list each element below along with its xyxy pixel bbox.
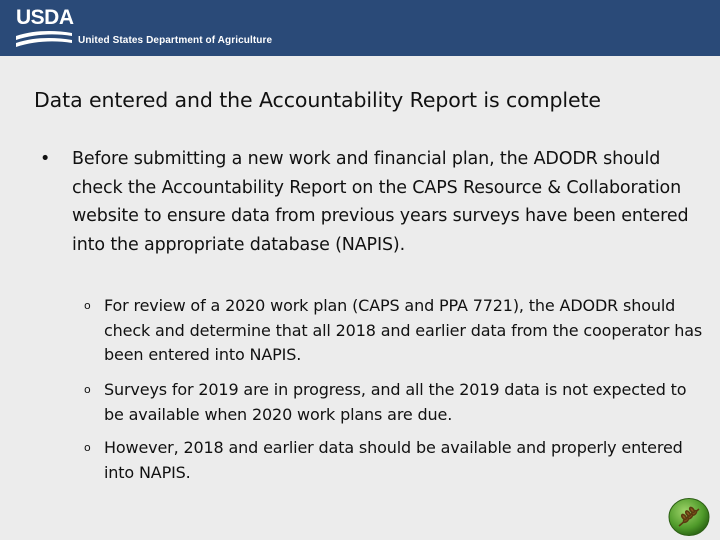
main-bullet-text: Before submitting a new work and financial plan, the ADODR should check the Accountability Report on the CAPS Resource & Collaboration website to ensure data from previous years surveys have been entered into the appropriate database (NAPIS). (72, 149, 689, 255)
slide-title: Data entered and the Accountability Report is complete (34, 88, 601, 112)
sub-bullet-text: Surveys for 2019 are in progress, and all the 2019 data is not expected to be available when 2020 work plans are due. (104, 380, 687, 424)
header-bar (0, 0, 720, 56)
sub-bullet-marker: o (84, 441, 91, 454)
wheat-badge-icon (668, 497, 710, 537)
logo-swoosh-icon (16, 28, 76, 50)
sub-bullet (84, 436, 704, 485)
sub-bullet-marker: o (84, 383, 91, 396)
main-bullet (40, 145, 690, 259)
sub-bullet-marker: o (84, 299, 91, 312)
bullet-marker: • (40, 149, 51, 169)
sub-bullet-text: However, 2018 and earlier data should be available and properly entered into NAPIS. (104, 438, 683, 482)
sub-bullet-text: For review of a 2020 work plan (CAPS and PPA 7721), the ADODR should check and determine that all 2018 and earlier data from the cooperator has been entered into NAPIS. (104, 296, 703, 364)
sub-bullet (84, 294, 704, 368)
agency-name: United States Department of Agriculture (78, 35, 273, 46)
usda-logo-text: USDA (16, 6, 74, 29)
sub-bullet (84, 378, 704, 427)
